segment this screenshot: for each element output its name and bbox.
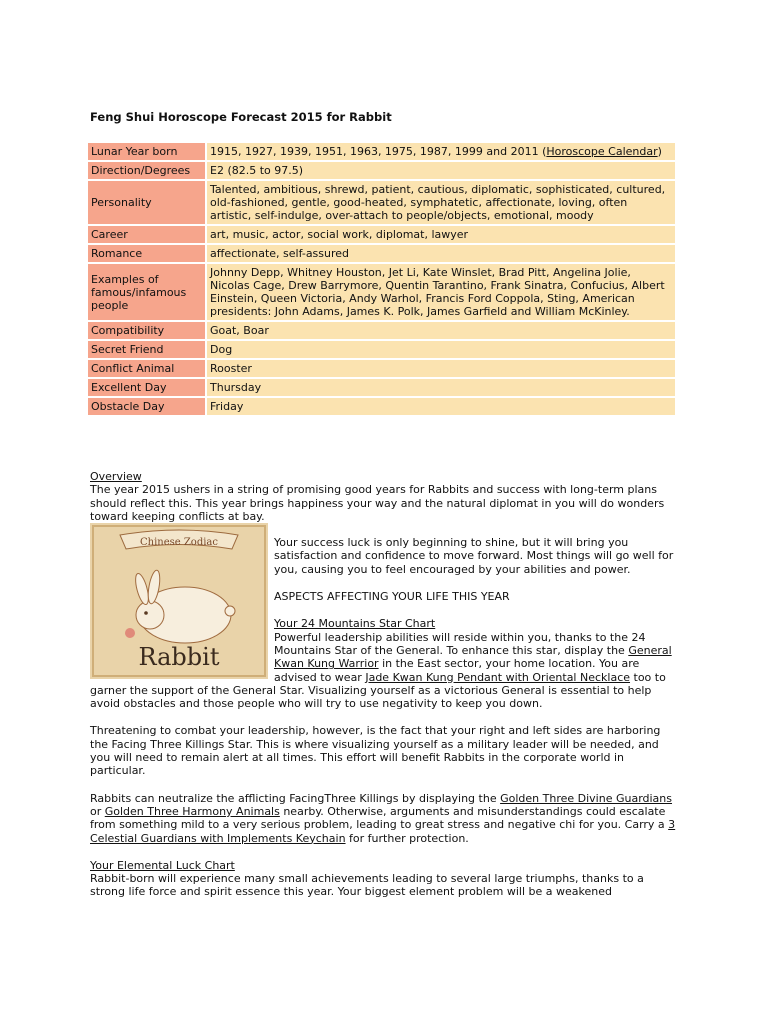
neutralize-text: for further protection. bbox=[345, 831, 469, 845]
neutralize-text: or bbox=[90, 804, 105, 818]
table-row bbox=[88, 143, 675, 160]
aspects-heading: ASPECTS AFFECTING YOUR LIFE THIS YEAR bbox=[274, 590, 510, 604]
flower-icon bbox=[125, 628, 135, 638]
golden-three-harmony-animals-link[interactable]: Golden Three Harmony Animals bbox=[104, 804, 280, 818]
career-label: Career bbox=[88, 226, 205, 243]
compatibility-value: Goat, Boar bbox=[205, 322, 675, 339]
elemental-heading[interactable]: Your Elemental Luck Chart bbox=[90, 858, 235, 872]
horoscope-calendar-link[interactable]: Horoscope Calendar bbox=[546, 145, 658, 158]
spacer bbox=[90, 778, 680, 792]
direction-value: E2 (82.5 to 97.5) bbox=[205, 162, 675, 179]
lunar-year-label: Lunar Year born bbox=[88, 143, 205, 160]
excellent-day-label: Excellent Day bbox=[88, 379, 205, 396]
success-text: Your success luck is only beginning to shine, but it will bring you satisfaction and confidence to move forward. Most things will go well for you, causing you to feel encouraged by your abilities and power. bbox=[274, 536, 674, 576]
mountains-heading[interactable]: Your 24 Mountains Star Chart bbox=[274, 617, 436, 631]
threat-paragraph: Threatening to combat your leadership, however, is the fact that your right and left sides are harboring the Facing Three Killings Star. This is where visualizing yourself as a military leader will be needed, and you will need to remain alert at all times. This effort will benefit Rabbits in the corporate world in particular. bbox=[90, 724, 661, 778]
conflict-animal-value: Rooster bbox=[205, 360, 675, 377]
table-row bbox=[88, 379, 675, 396]
spacer bbox=[90, 845, 680, 859]
personality-value: Talented, ambitious, shrewd, patient, cautious, diplomatic, sophisticated, cultured, old-fashioned, gentle, good-heated, symphatetic, affectionate, loving, often artistic, self-indulge, over-attach to people/objects, emotional, moody bbox=[205, 181, 675, 224]
lunar-year-text: 1915, 1927, 1939, 1951, 1963, 1975, 1987, 1999 and 2011 ( bbox=[210, 145, 547, 158]
general-kwan-kung-link[interactable]: General Kwan Kung Warrior bbox=[274, 643, 672, 671]
spacer bbox=[90, 710, 680, 724]
art-banner-text: Chinese Zodiac bbox=[139, 537, 219, 549]
elemental-text: Rabbit-born will experience many small achievements leading to several large triumphs, thanks to a strong life force and spirit essence this year. Your biggest element problem will be a weakened bbox=[90, 872, 644, 899]
rabbit-info-table bbox=[88, 141, 675, 417]
secret-friend-value: Dog bbox=[205, 341, 675, 358]
overview-text: The year 2015 ushers in a string of promising good years for Rabbits and success with long-term plans should reflect this. This year brings happiness your way and the natural diplomat in you will do wonders toward keeping conflicts at bay. bbox=[90, 483, 665, 523]
table-row bbox=[88, 322, 675, 339]
table-row bbox=[88, 341, 675, 358]
page-title: Feng Shui Horoscope Forecast 2015 for Rabbit bbox=[90, 110, 392, 124]
examples-value: Johnny Depp, Whitney Houston, Jet Li, Kate Winslet, Brad Pitt, Angelina Jolie, Nicolas Cage, Drew Barrymore, Quentin Tarantino, Frank Sinatra, Confucius, Albert Einstein, Queen Victoria, Andy Warhol, Francis Ford Coppola, Sting, American presidents: John Adams, James K. Polk, James Garfield and William McKinley. bbox=[205, 264, 675, 320]
golden-three-divine-guardians-link[interactable]: Golden Three Divine Guardians bbox=[500, 791, 673, 805]
rabbit-head-icon bbox=[136, 601, 164, 629]
table-row bbox=[88, 162, 675, 179]
secret-friend-label: Secret Friend bbox=[88, 341, 205, 358]
neutralize-text: nearby. Otherwise, arguments and misunderstandings could escalate from something mild to a very serious problem, leading to great stress and negative chi for you. Carry a bbox=[90, 804, 669, 832]
mountains-text: in the East sector, your home location. You are advised to wear bbox=[274, 657, 640, 684]
table-row bbox=[88, 398, 675, 415]
personality-label: Personality bbox=[88, 181, 205, 224]
table-row bbox=[88, 226, 675, 243]
rabbit-zodiac-illustration bbox=[90, 523, 268, 679]
lunar-year-close: ) bbox=[657, 145, 662, 158]
neutralize-text: Rabbits can neutralize the afflicting FacingThree Killings by displaying the bbox=[90, 791, 501, 805]
rabbit-eye-icon bbox=[144, 611, 148, 615]
obstacle-day-value: Friday bbox=[205, 398, 675, 415]
celestial-guardians-keychain-link[interactable]: 3 Celestial Guardians with Implements Keychain bbox=[90, 818, 676, 845]
table-row bbox=[88, 181, 675, 224]
rabbit-tail-icon bbox=[225, 606, 235, 616]
romance-value: affectionate, self-assured bbox=[205, 245, 675, 262]
mountains-text: Powerful leadership abilities will reside within you, thanks to the 24 Mountains Star of the General. To enhance this star, display the bbox=[274, 630, 646, 657]
table-row bbox=[88, 245, 675, 262]
table-row bbox=[88, 264, 675, 320]
romance-label: Romance bbox=[88, 245, 205, 262]
jade-pendant-link[interactable]: Jade Kwan Kung Pendant with Oriental Necklace bbox=[365, 670, 631, 684]
excellent-day-value: Thursday bbox=[205, 379, 675, 396]
overview-heading[interactable]: Overview bbox=[90, 470, 142, 483]
neutralize-paragraph bbox=[90, 792, 680, 845]
obstacle-day-label: Obstacle Day bbox=[88, 398, 205, 415]
lunar-year-value bbox=[205, 143, 675, 160]
examples-label: Examples of famous/infamous people bbox=[88, 264, 205, 320]
career-value: art, music, actor, social work, diplomat, lawyer bbox=[205, 226, 675, 243]
compatibility-label: Compatibility bbox=[88, 322, 205, 339]
article-body bbox=[90, 470, 680, 899]
mountains-text: too to garner the support of the General Star. Visualizing yourself as a victorious General is essential to help avoid obstacles and those people who will try to use negativity to keep you down. bbox=[90, 670, 666, 711]
direction-label: Direction/Degrees bbox=[88, 162, 205, 179]
conflict-animal-label: Conflict Animal bbox=[88, 360, 205, 377]
table-row bbox=[88, 360, 675, 377]
art-caption: Rabbit bbox=[138, 643, 220, 672]
